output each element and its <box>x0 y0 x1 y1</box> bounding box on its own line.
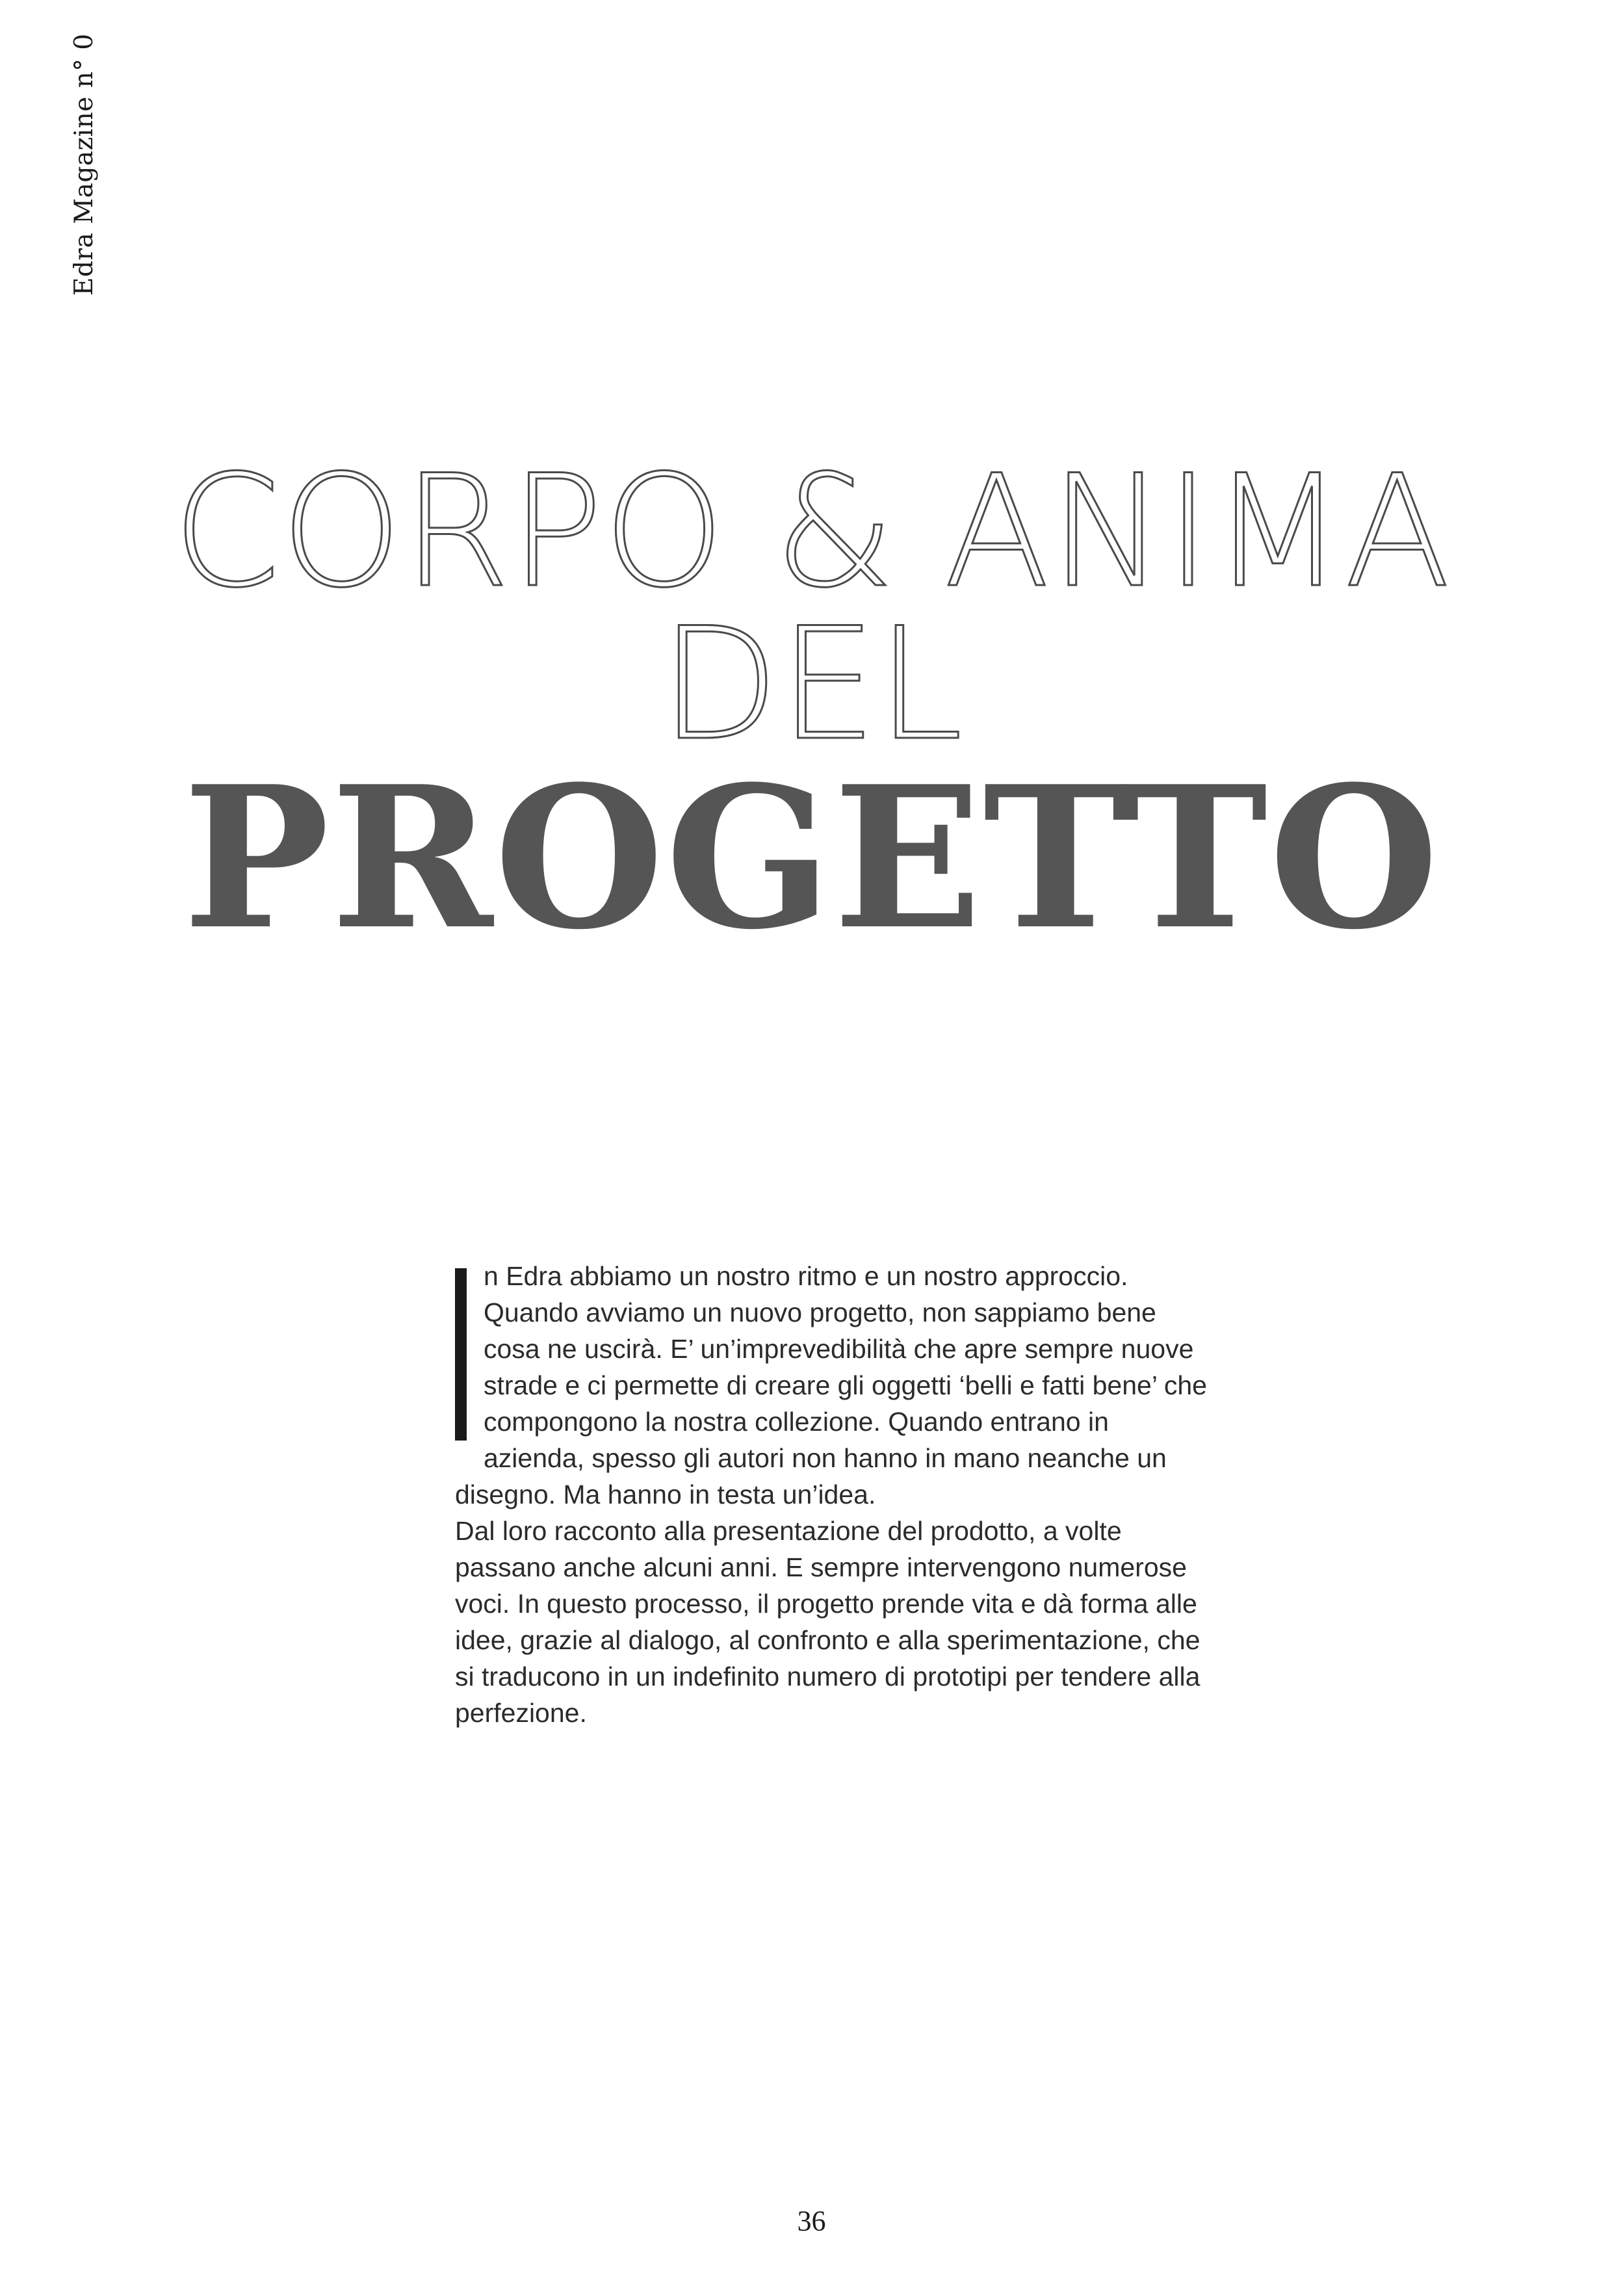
article-paragraph-1: n Edra abbiamo un nostro ritmo e un nostro approccio. Quando avviamo un nuovo progetto, non sappiamo bene cosa ne uscirà. E’ un’imprevedibilità che apre sempre nuove strade e ci permette di creare gli oggetti ‘belli e fatti bene’ che compongono la nostra collezione. Quando entrano in azienda, spesso gli autori non hanno in mano neanche un disegno. Ma hanno in testa un’idea. <box>455 1261 1207 1509</box>
title-line-del: DEL <box>660 595 963 775</box>
title-line-progetto: PROGETTO <box>183 743 1440 972</box>
article-paragraph-2: Dal loro racconto alla presentazione del prodotto, a volte passano anche alcuni anni. E sempre intervengono numerose voci. In questo processo, il progetto prende vita e dà forma alle idee, grazie al dialogo, al confronto e alla sperimentazione, che si traducono in un indefinito numero di prototipi per tendere alla perfezione. <box>455 1516 1201 1728</box>
article-body <box>455 1258 1215 1731</box>
magazine-masthead: Edra Magazine n° 0 <box>70 33 99 296</box>
title-line-corpo-anima: CORPO & ANIMA <box>172 442 1451 622</box>
drop-cap <box>455 1268 467 1441</box>
page-number: 36 <box>797 2205 826 2237</box>
